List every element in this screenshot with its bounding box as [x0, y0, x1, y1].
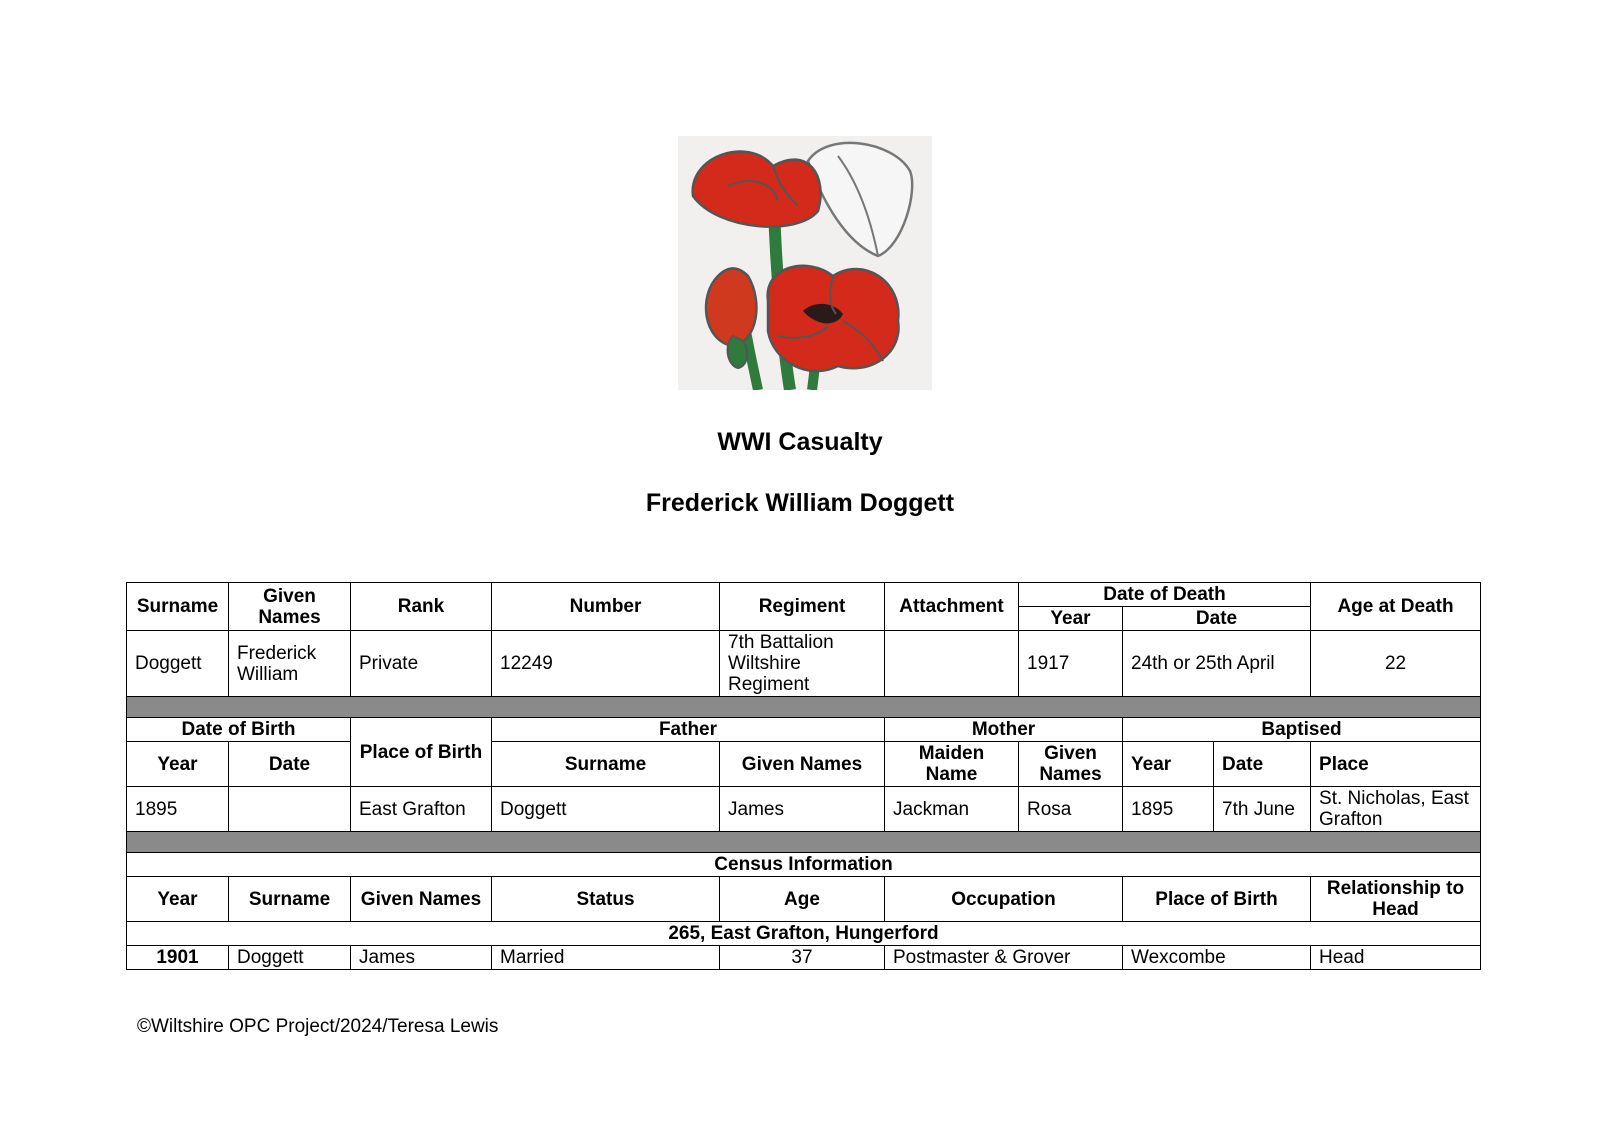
poppy-stained-glass-image — [678, 136, 932, 390]
cell-census-age: 37 — [720, 946, 885, 970]
header-birth-year: Year — [127, 742, 229, 787]
cell-given-names: Frederick William — [229, 631, 351, 697]
header-death-date: Date — [1123, 607, 1311, 631]
cell-census-status: Married — [492, 946, 720, 970]
cell-rank: Private — [351, 631, 492, 697]
cell-surname: Doggett — [127, 631, 229, 697]
cell-mother-maiden-name: Jackman — [885, 787, 1019, 832]
service-data-row — [127, 631, 1481, 697]
header-death-year: Year — [1019, 607, 1123, 631]
cell-census-surname: Doggett — [229, 946, 351, 970]
header-date-of-death: Date of Death — [1019, 583, 1311, 607]
cell-baptism-date: 7th June — [1214, 787, 1311, 832]
census-title-row — [127, 853, 1481, 877]
header-birth-date: Date — [229, 742, 351, 787]
cell-birth-year: 1895 — [127, 787, 229, 832]
cell-census-occupation: Postmaster & Grover — [885, 946, 1123, 970]
cell-place-of-birth: East Grafton — [351, 787, 492, 832]
header-mother-given-names: Given Names — [1019, 742, 1123, 787]
header-baptism-date: Date — [1214, 742, 1311, 787]
census-address-row — [127, 922, 1481, 946]
separator-row — [127, 832, 1481, 853]
header-attachment: Attachment — [885, 583, 1019, 631]
header-age-at-death: Age at Death — [1311, 583, 1481, 631]
cell-birth-date — [229, 787, 351, 832]
cell-census-given-names: James — [351, 946, 492, 970]
cell-attachment — [885, 631, 1019, 697]
cell-death-date: 24th or 25th April — [1123, 631, 1311, 697]
header-census-year: Year — [127, 877, 229, 922]
cell-baptism-year: 1895 — [1123, 787, 1214, 832]
header-census-given-names: Given Names — [351, 877, 492, 922]
cell-census-year: 1901 — [127, 946, 229, 970]
census-title: Census Information — [127, 853, 1481, 877]
header-census-age: Age — [720, 877, 885, 922]
header-father-surname: Surname — [492, 742, 720, 787]
separator-row — [127, 697, 1481, 718]
copyright-footer: ©Wiltshire OPC Project/2024/Teresa Lewis — [137, 1016, 499, 1037]
cell-regiment: 7th Battalion Wiltshire Regiment — [720, 631, 885, 697]
cell-baptism-place: St. Nicholas, East Grafton — [1311, 787, 1481, 832]
header-place-of-birth: Place of Birth — [351, 718, 492, 787]
cell-census-relationship: Head — [1311, 946, 1481, 970]
document-title: WWI Casualty — [717, 428, 883, 456]
birth-subheader-row — [127, 742, 1481, 787]
header-mother-maiden-name: Maiden Name — [885, 742, 1019, 787]
header-rank: Rank — [351, 583, 492, 631]
header-baptism-place: Place — [1311, 742, 1481, 787]
header-census-surname: Surname — [229, 877, 351, 922]
cell-census-place-of-birth: Wexcombe — [1123, 946, 1311, 970]
header-baptised: Baptised — [1123, 718, 1481, 742]
cell-father-given-names: James — [720, 787, 885, 832]
header-census-relationship: Relationship to Head — [1311, 877, 1481, 922]
header-father: Father — [492, 718, 885, 742]
birth-data-row — [127, 787, 1481, 832]
service-header-row — [127, 583, 1481, 607]
header-census-place-of-birth: Place of Birth — [1123, 877, 1311, 922]
header-father-given-names: Given Names — [720, 742, 885, 787]
casualty-name: Frederick William Doggett — [645, 489, 955, 517]
census-address: 265, East Grafton, Hungerford — [127, 922, 1481, 946]
cell-number: 12249 — [492, 631, 720, 697]
birth-header-row — [127, 718, 1481, 742]
header-baptism-year: Year — [1123, 742, 1214, 787]
header-mother: Mother — [885, 718, 1123, 742]
cell-age-at-death: 22 — [1311, 631, 1481, 697]
header-number: Number — [492, 583, 720, 631]
header-census-occupation: Occupation — [885, 877, 1123, 922]
cell-father-surname: Doggett — [492, 787, 720, 832]
cell-death-year: 1917 — [1019, 631, 1123, 697]
header-regiment: Regiment — [720, 583, 885, 631]
header-given-names: Given Names — [229, 583, 351, 631]
cell-mother-given-names: Rosa — [1019, 787, 1123, 832]
casualty-record-table — [126, 582, 1481, 970]
census-header-row — [127, 877, 1481, 922]
header-date-of-birth: Date of Birth — [127, 718, 351, 742]
header-census-status: Status — [492, 877, 720, 922]
census-data-row — [127, 946, 1481, 970]
header-surname: Surname — [127, 583, 229, 631]
